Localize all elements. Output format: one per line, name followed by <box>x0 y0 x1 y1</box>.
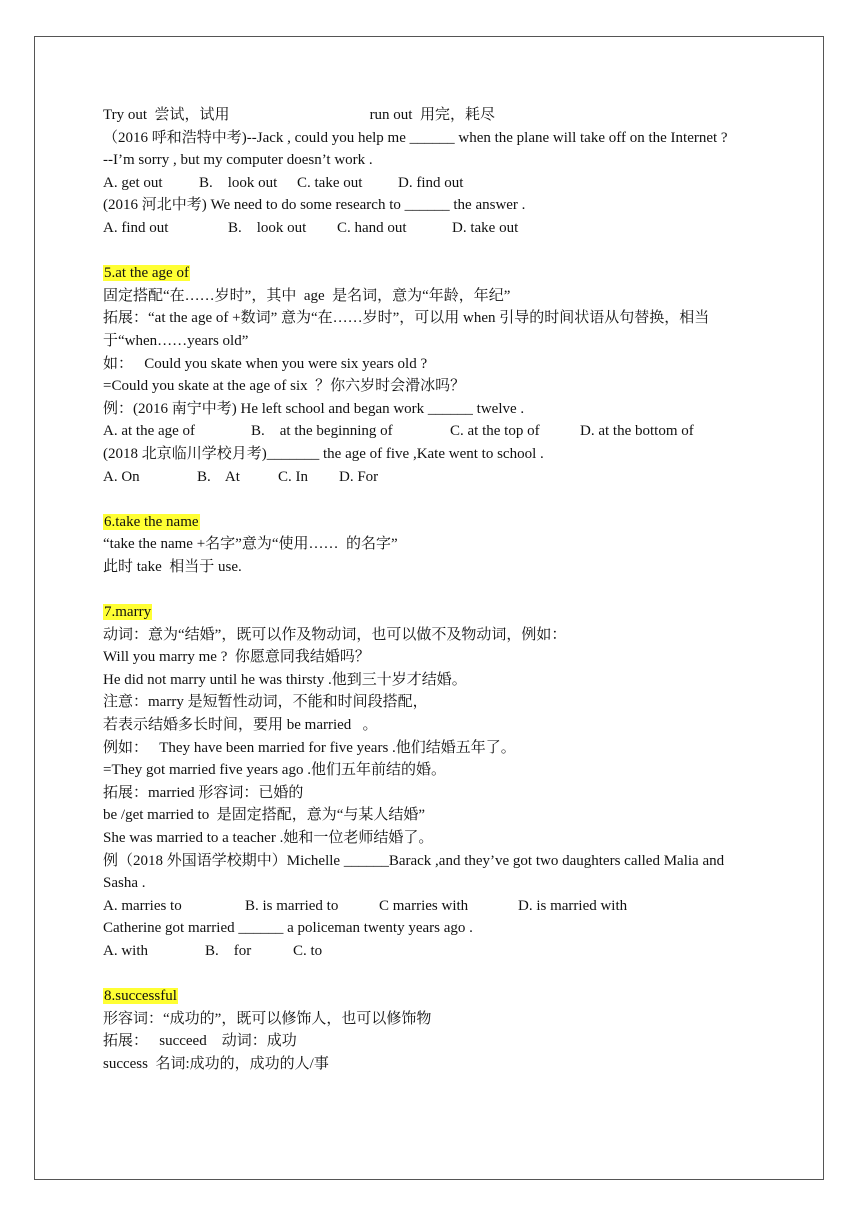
phrase-line <box>103 104 743 127</box>
text-line: He did not marry until he was thirsty .他到三十岁才结婚。 <box>103 671 467 688</box>
option-a: A. find out <box>103 219 169 236</box>
section-title: 6.take the name <box>104 513 199 530</box>
option-b: B. look out <box>228 219 307 236</box>
option-b: B. at the beginning of <box>251 423 393 440</box>
options-row <box>103 420 743 443</box>
option-d: D. is married with <box>518 897 628 914</box>
options-row <box>103 217 743 240</box>
text-line: 注意：marry 是短暂性动词，不能和时间段搭配， <box>103 694 428 711</box>
text-line: 拓展： succeed 动词：成功 <box>103 1033 297 1050</box>
text-line: “take the name +名字”意为“使用…… 的名字” <box>103 536 398 553</box>
text-line: 拓展：married 形容词：已婚的 <box>103 784 304 801</box>
document-body <box>103 104 743 1076</box>
text-line: She was married to a teacher .她和一位老师结婚了。 <box>103 830 434 846</box>
question-text: Catherine got married ______ a policeman twenty years ago . <box>103 920 473 937</box>
section-title: 7.marry <box>104 604 152 621</box>
phrase-try-out: Try out 尝试，试用 <box>103 107 230 123</box>
options-row <box>103 466 743 489</box>
text-line: success 名词:成功的，成功的人/事 <box>103 1055 329 1072</box>
option-d: D. at the bottom of <box>580 423 694 440</box>
option-a: A. get out <box>103 174 163 191</box>
option-b: B. for <box>205 942 252 959</box>
option-b: B. is married to <box>245 897 339 914</box>
options-row <box>103 895 743 918</box>
option-d: D. take out <box>452 219 519 236</box>
question-text: (2016 河北中考) We need to do some research to ______ the answer . <box>103 197 526 214</box>
section-title: 8.successful <box>104 988 177 1005</box>
question-text: (2018 北京临川学校月考)_______ the age of five ,Kate went to school . <box>103 445 544 462</box>
option-c: C. to <box>293 942 323 959</box>
question-text: 例（2018 外国语学校期中）Michelle ______Barack ,and they’ve got two daughters called Malia and Sasha . <box>103 852 725 892</box>
options-row <box>103 172 743 195</box>
section-heading <box>103 511 743 534</box>
option-a: A. at the age of <box>103 423 196 440</box>
text-line: 如： Could you skate when you were six years old ? <box>103 355 428 372</box>
option-a: A. On <box>103 468 140 485</box>
text-line: be /get married to 是固定搭配，意为“与某人结婚” <box>103 807 426 824</box>
text-line: 此时 take 相当于 use. <box>103 558 242 575</box>
option-a: A. with <box>103 942 148 959</box>
option-a: A. marries to <box>103 897 182 914</box>
option-c: C. at the top of <box>450 423 540 440</box>
section-heading <box>103 601 743 624</box>
text-line: =Could you skate at the age of six ？你六岁时会滑冰吗？ <box>103 378 466 395</box>
question-text: （2016 呼和浩特中考)--Jack , could you help me ______ when the plane will take off on the Internet ? <box>103 129 728 146</box>
text-line: =They got married five years ago .他们五年前结的婚。 <box>103 762 446 779</box>
option-b: B. At <box>197 468 240 485</box>
section-heading <box>103 985 743 1008</box>
question-text: 例：(2016 南宁中考) He left school and began work ______ twelve . <box>103 400 525 417</box>
option-c: C marries with <box>379 897 469 914</box>
section-title: 5.at the age of <box>104 265 189 282</box>
option-d: D. find out <box>398 174 464 191</box>
text-line: 形容词：“成功的”，既可以修饰人，也可以修饰物 <box>103 1010 432 1027</box>
text-line: 拓展：“at the age of +数词” 意为“在……岁时”，可以用 when 引导的时间状语从句替换，相当于“when……years old” <box>103 310 710 349</box>
section-heading <box>103 262 743 285</box>
text-line: 固定搭配“在……岁时”，其中 age 是名词，意为“年龄，年纪” <box>103 287 511 304</box>
option-c: C. In <box>278 468 308 485</box>
text-line: 若表示结婚多长时间，要用 be married 。 <box>103 717 378 734</box>
option-d: D. For <box>339 468 379 485</box>
question-text: --I’m sorry , but my computer doesn’t work . <box>103 152 373 169</box>
option-c: C. hand out <box>337 219 407 236</box>
option-b: B. look out <box>199 174 278 191</box>
options-row <box>103 940 743 963</box>
option-c: C. take out <box>297 174 363 191</box>
phrase-run-out: run out 用完，耗尽 <box>369 107 495 123</box>
text-line: 动词：意为“结婚”，既可以作及物动词，也可以做不及物动词，例如： <box>103 626 567 643</box>
text-line: 例如： They have been married for five years .他们结婚五年了。 <box>103 739 516 756</box>
text-line: Will you marry me ? 你愿意同我结婚吗？ <box>103 649 370 666</box>
